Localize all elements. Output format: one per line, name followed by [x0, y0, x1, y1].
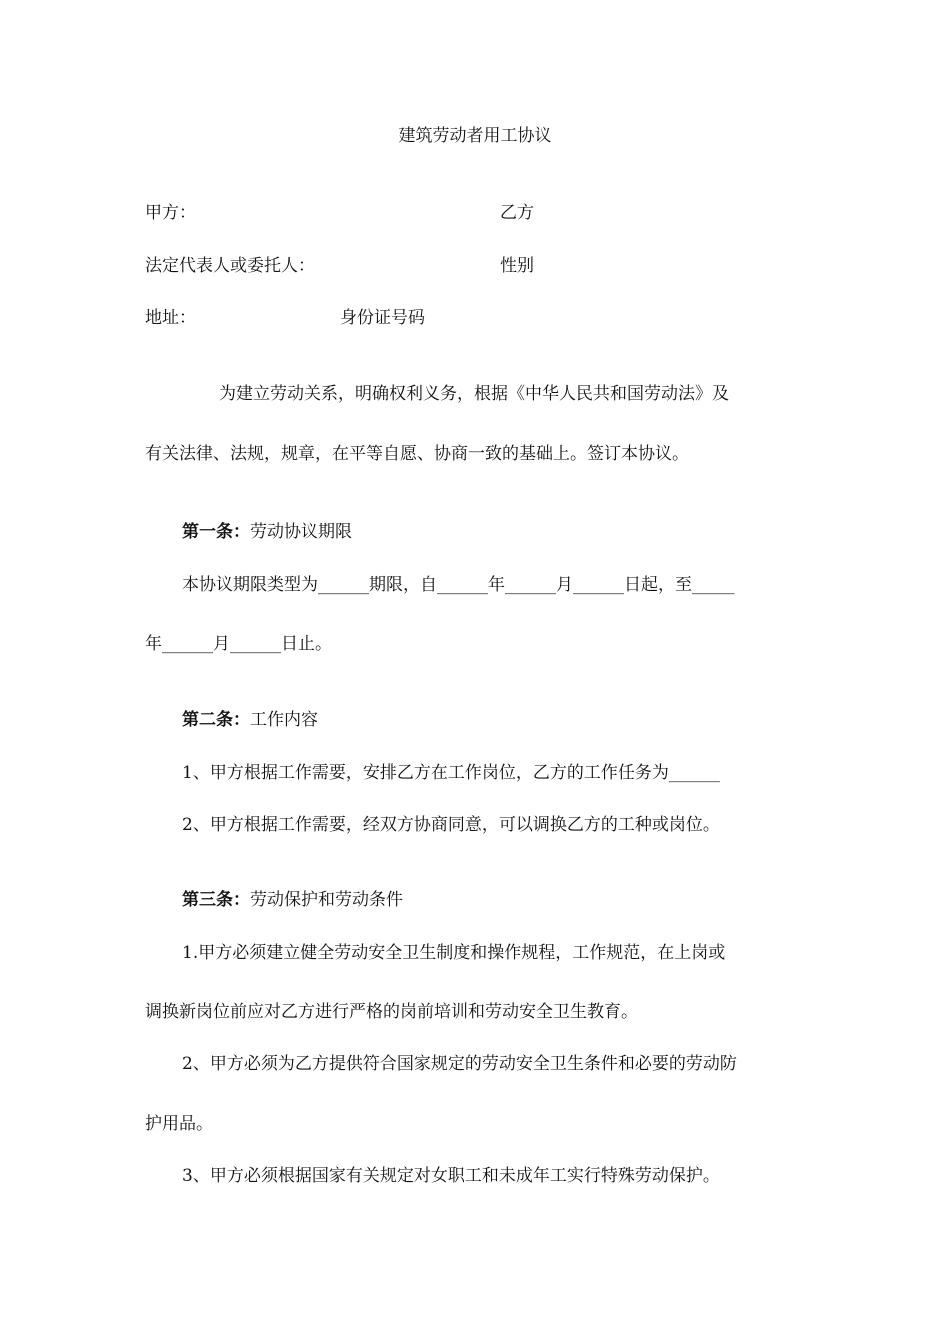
article-1-heading — [182, 520, 352, 544]
article-3-item-2-line-2: 护用品。 — [145, 1114, 213, 1134]
article-2-number: 第二条： — [182, 710, 250, 730]
article-2-title: 工作内容 — [250, 710, 318, 730]
article-1-line-1: 本协议期限类型为______期限，自______年______月______日起，至_____ — [182, 575, 735, 595]
article-2-item-1: 1、甲方根据工作需要，安排乙方在工作岗位，乙方的工作任务为______ — [182, 763, 720, 783]
article-3-item-3: 3、甲方必须根据国家有关规定对女职工和未成年工实行特殊劳动保护。 — [182, 1166, 720, 1186]
article-2-item-2: 2、甲方根据工作需要，经双方协商同意，可以调换乙方的工种或岗位。 — [182, 815, 720, 835]
preamble-line-2: 有关法律、法规，规章，在平等自愿、协商一致的基础上。签订本协议。 — [145, 444, 689, 464]
article-2-heading — [182, 708, 318, 732]
article-1-line-2: 年______月______日止。 — [145, 634, 332, 654]
article-3-number: 第三条： — [182, 890, 250, 910]
party-b-label: 乙方 — [500, 203, 534, 223]
address-label: 地址： — [145, 308, 196, 328]
article-3-title: 劳动保护和劳动条件 — [250, 890, 403, 910]
article-3-heading — [182, 888, 403, 912]
document-title: 建筑劳动者用工协议 — [398, 126, 552, 146]
article-1-title: 劳动协议期限 — [250, 522, 352, 542]
article-3-item-1-line-1: 1.甲方必须建立健全劳动安全卫生制度和操作规程，工作规范，在上岗或 — [182, 943, 726, 963]
id-number-label: 身份证号码 — [340, 308, 425, 328]
gender-label: 性别 — [500, 256, 534, 276]
representative-label: 法定代表人或委托人： — [145, 256, 315, 276]
preamble-line-1: 为建立劳动关系，明确权利义务，根据《中华人民共和国劳动法》及 — [219, 384, 729, 404]
article-1-number: 第一条： — [182, 522, 250, 542]
party-a-label: 甲方： — [145, 203, 196, 223]
article-3-item-1-line-2: 调换新岗位前应对乙方进行严格的岗前培训和劳动安全卫生教育。 — [145, 1002, 638, 1022]
article-3-item-2-line-1: 2、甲方必须为乙方提供符合国家规定的劳动安全卫生条件和必要的劳动防 — [182, 1054, 737, 1074]
